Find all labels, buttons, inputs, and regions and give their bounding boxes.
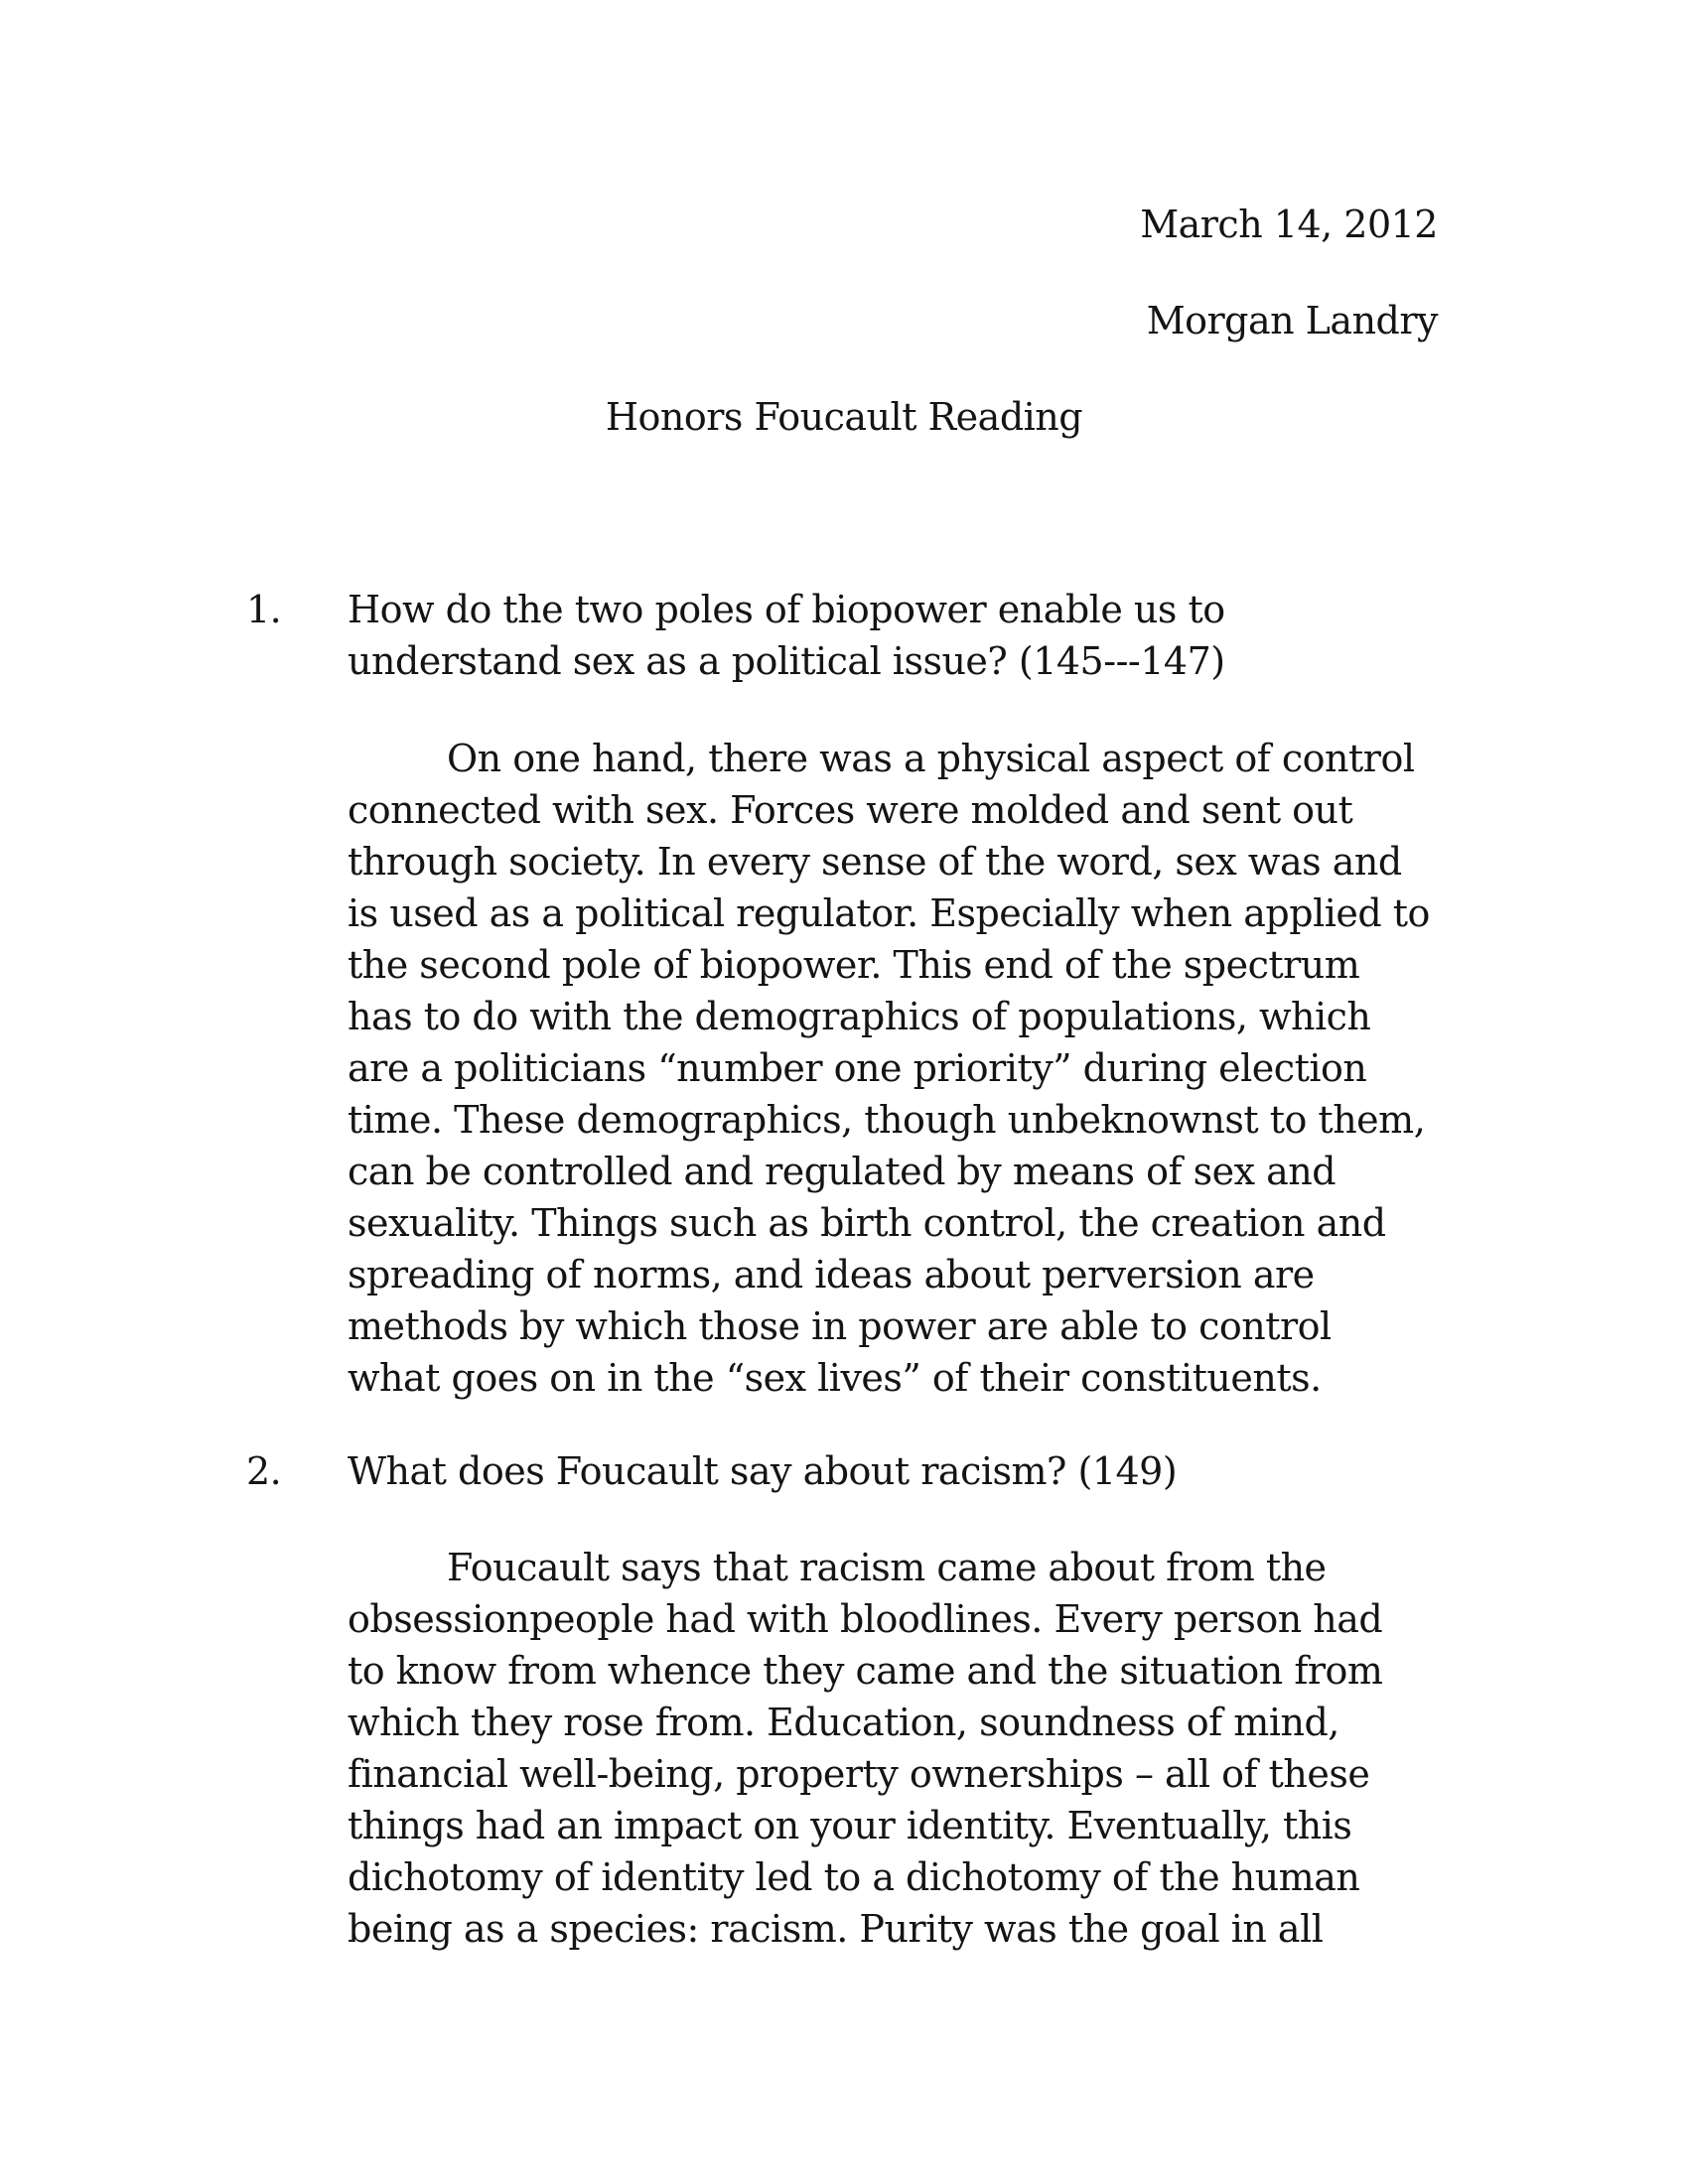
- prompt-line: What does Foucault say about racism? (149): [348, 1449, 1178, 1493]
- answer-line: is used as a political regulator. Especially when applied to: [348, 891, 1430, 935]
- answer-paragraph: [348, 733, 1450, 1404]
- answer-line: things had an impact on your identity. Eventually, this: [348, 1804, 1352, 1847]
- answer-line: are a politicians “number one priority” during election: [348, 1046, 1367, 1090]
- answer-line: being as a species: racism. Purity was the goal in all: [348, 1907, 1324, 1951]
- answer-line: Foucault says that racism came about from the: [447, 1546, 1327, 1589]
- answer-line: connected with sex. Forces were molded and sent out: [348, 788, 1353, 832]
- date: March 14, 2012: [1140, 203, 1438, 246]
- answer-line: obsessionpeople had with bloodlines. Every person had: [348, 1597, 1383, 1641]
- question-number: 1.: [246, 588, 282, 631]
- answer-line: what goes on in the “sex lives” of their constituents.: [348, 1356, 1322, 1400]
- answer-line: sexuality. Things such as birth control, the creation and: [348, 1201, 1386, 1245]
- prompt-line: How do the two poles of biopower enable us to: [348, 588, 1225, 631]
- prompt-line: understand sex as a political issue? (145---147): [348, 639, 1225, 683]
- answer-line: On one hand, there was a physical aspect of control: [447, 737, 1415, 780]
- author-name: Morgan Landry: [1146, 299, 1438, 342]
- question-prompt: [348, 584, 1450, 687]
- question-number: 2.: [246, 1449, 282, 1493]
- answer-line: can be controlled and regulated by means of sex and: [348, 1150, 1336, 1193]
- answer-line: methods by which those in power are able to control: [348, 1304, 1332, 1348]
- document-title: Honors Foucault Reading: [605, 395, 1083, 439]
- answer-line: the second pole of biopower. This end of the spectrum: [348, 943, 1360, 987]
- answer-line: spreading of norms, and ideas about perversion are: [348, 1253, 1315, 1297]
- question-prompt: [348, 1445, 1450, 1497]
- answer-line: dichotomy of identity led to a dichotomy of the human: [348, 1855, 1360, 1899]
- answer-line: has to do with the demographics of populations, which: [348, 995, 1371, 1038]
- answer-line: which they rose from. Education, soundness of mind,: [348, 1701, 1339, 1744]
- answer-line: time. These demographics, though unbeknownst to them,: [348, 1098, 1426, 1142]
- answer-line: financial well-being, property ownerships – all of these: [348, 1752, 1370, 1796]
- answer-paragraph: [348, 1542, 1450, 1955]
- answer-line: to know from whence they came and the situation from: [348, 1649, 1383, 1693]
- answer-line: through society. In every sense of the word, sex was and: [348, 840, 1402, 884]
